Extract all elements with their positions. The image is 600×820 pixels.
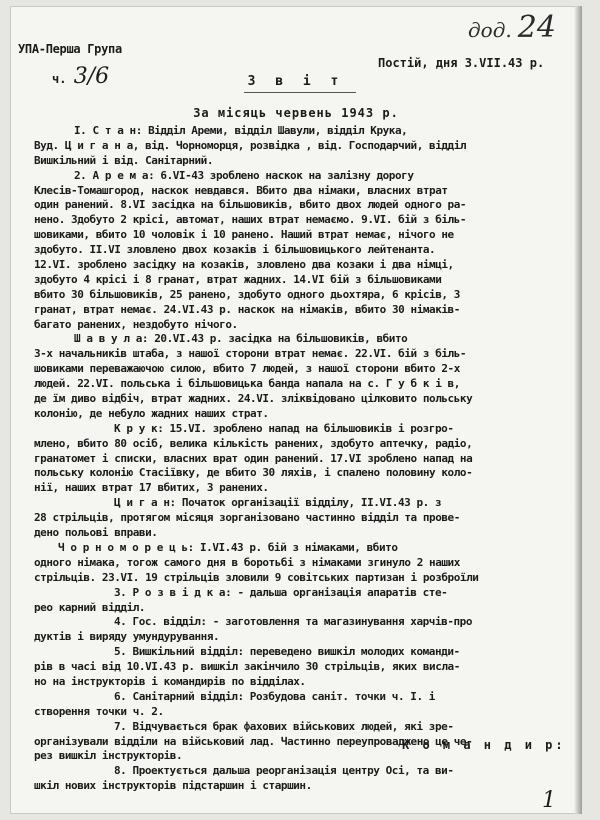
report-line: польську колонію Стасіївку, де вбито 30 ляхів, і спалено половину коло-	[34, 466, 473, 480]
report-line: гранат, втрат немає. 24.VI.43 р. наскок на німаків, вбито 30 німаків-	[34, 302, 460, 316]
report-line: 8. Проектується дальша реорганізація центру Осі, та ви-	[114, 764, 454, 778]
report-line: одного німака, тогож самого дня в боротьбі з німаками згинуло 2 наших	[34, 555, 460, 569]
report-line: здобуто 4 крісі і 8 гранат, втрат жадних. 14.VI бій з більшовиками	[34, 272, 442, 286]
report-line: людей. 22.VI. польська і більшовицька банда напала на с. Г у б к і в,	[34, 377, 460, 391]
report-line: шовиками переважаючою силою, вбито 7 людей, з нашої сторони вбито 2-х	[34, 362, 460, 376]
report-line: 3-х начальників штаба, з нашої сторони втрат немає. 22.VI. бій з біль-	[34, 347, 467, 361]
report-line: шовиками, вбито 10 чоловік і 10 ранено. Наший втрат немає, нічого не	[34, 228, 454, 242]
report-line: но на інструкторів і командирів по відділах.	[34, 674, 306, 688]
report-line: І. С т а н: Відділ Ареми, відділ Шавули, відділ Крука,	[74, 124, 408, 137]
report-line: стрільців. 23.VI. 19 стрільців зловили 9 совітських партизан і розброїли	[34, 570, 479, 584]
document-subtitle: За місяць червень 1943 р.	[193, 106, 399, 120]
report-line: 6. Санітарний відділ: Розбудова саніт. точки ч. I. і	[114, 689, 435, 703]
report-line: Клесів-Томашгород, наскок невдався. Вбито два німаки, власних втрат	[34, 183, 448, 197]
document-page	[10, 6, 582, 814]
archive-mark	[468, 10, 556, 45]
report-line: дено польові вправи.	[34, 526, 158, 540]
report-line: здобуто. II.VI зловлено двох козаків і більшовицького лейтенанта.	[34, 243, 436, 257]
report-line: вбито 30 більшовиків, 25 ранено, здобуто одного дьохтяра, 6 крісів, 3	[34, 287, 460, 301]
report-line: дуктів і виряду умундурування.	[34, 630, 220, 644]
report-line: 12.VI. зроблено засідку на козаків, зловлено два козаки і два німці,	[34, 258, 454, 272]
title-underline	[244, 92, 356, 93]
report-line: Ц и г а н: Початок організації відділу, II.VI.43 р. з	[114, 496, 442, 510]
place-date: Постій, дня 3.VII.43 р.	[378, 56, 545, 70]
report-line: рез вишкіл інструкторів.	[34, 749, 183, 763]
report-line: 28 стрільців, протягом місяця зорганізовано частинно відділ та прове-	[34, 511, 460, 525]
report-line: К р у к: 15.VI. зроблено напад на більшовиків і розгро-	[114, 421, 454, 435]
organization-header: УПА-Перша Група	[18, 42, 122, 56]
report-line: де їм диво відбіч, втрат жадних. 24.VI. зліквідовано цілковито польську	[34, 392, 473, 406]
report-line: Вуд. Ц и г а н а, від. Чорноморця, розвідка , від. Господарчий, відділ	[34, 138, 467, 152]
document-number-prefix: ч.	[52, 72, 67, 86]
report-line: організували відділи на військовий лад. Частинно переупроваджено це че-	[34, 734, 473, 748]
page-number: 1	[542, 788, 556, 813]
report-line: гранатомет і списки, власних врат один ранений. 17.VI зроблено напад на	[34, 451, 473, 465]
report-line: 5. Вишкільний відділ: переведено вишкіл молодих команди-	[114, 645, 460, 659]
report-body	[34, 124, 554, 794]
document-number-handwritten: 3/6	[73, 64, 110, 89]
report-line: створення точки ч. 2.	[34, 704, 164, 718]
report-line: нії, наших втрат 17 вбитих, 3 ранених.	[34, 481, 269, 495]
archive-mark-number: 24	[517, 10, 556, 45]
report-line: колонію, де небуло жадних наших страт.	[34, 406, 269, 420]
report-line: багато ранених, нездобуто нічого.	[34, 317, 238, 331]
report-line: млено, вбито 80 осіб, велика кількість ранених, здобуто аптечку, радіо,	[34, 436, 473, 450]
report-line: 3. Р о з в і д к а: - дальша організація апаратів сте-	[114, 585, 448, 599]
report-line: нено. Здобуто 2 крісі, автомат, наших втрат немаємо. 9.VI. бій з біль-	[34, 213, 467, 227]
document-title: З в і т	[247, 74, 345, 89]
archive-mark-small: дод.	[468, 18, 512, 42]
report-line: один ранений. 8.VI засідка на більшовиків, вбито двох людей одного ра-	[34, 198, 467, 212]
report-line: рів в часі від 10.VI.43 р. вишкіл закінчило 30 стрільців, яких висла-	[34, 660, 460, 674]
report-line: 2. А р е м а: 6.VI-43 зроблено наскок на залізну дорогу	[74, 168, 414, 182]
report-line: Ч о р н о м о р е ц ь: I.VI.43 р. бій з німаками, вбито	[58, 540, 398, 554]
report-line: 7. Відчувається брак фахових військових людей, які зре-	[114, 719, 454, 733]
report-line: Вишкільний і від. Санітарний.	[34, 153, 214, 167]
page-edge-shadow	[574, 6, 582, 814]
signature-label: К о м а н д и р:	[402, 738, 566, 752]
report-line: Ш а в у л а: 20.VI.43 р. засідка на більшовиків, вбито	[74, 332, 408, 346]
report-line: шкіл нових інструкторів підстаршин і старшин.	[34, 779, 312, 793]
report-line: рео карний відділ.	[34, 600, 146, 614]
report-line: 4. Гос. відділ: - заготовлення та магазинування харчів-про	[114, 615, 473, 629]
